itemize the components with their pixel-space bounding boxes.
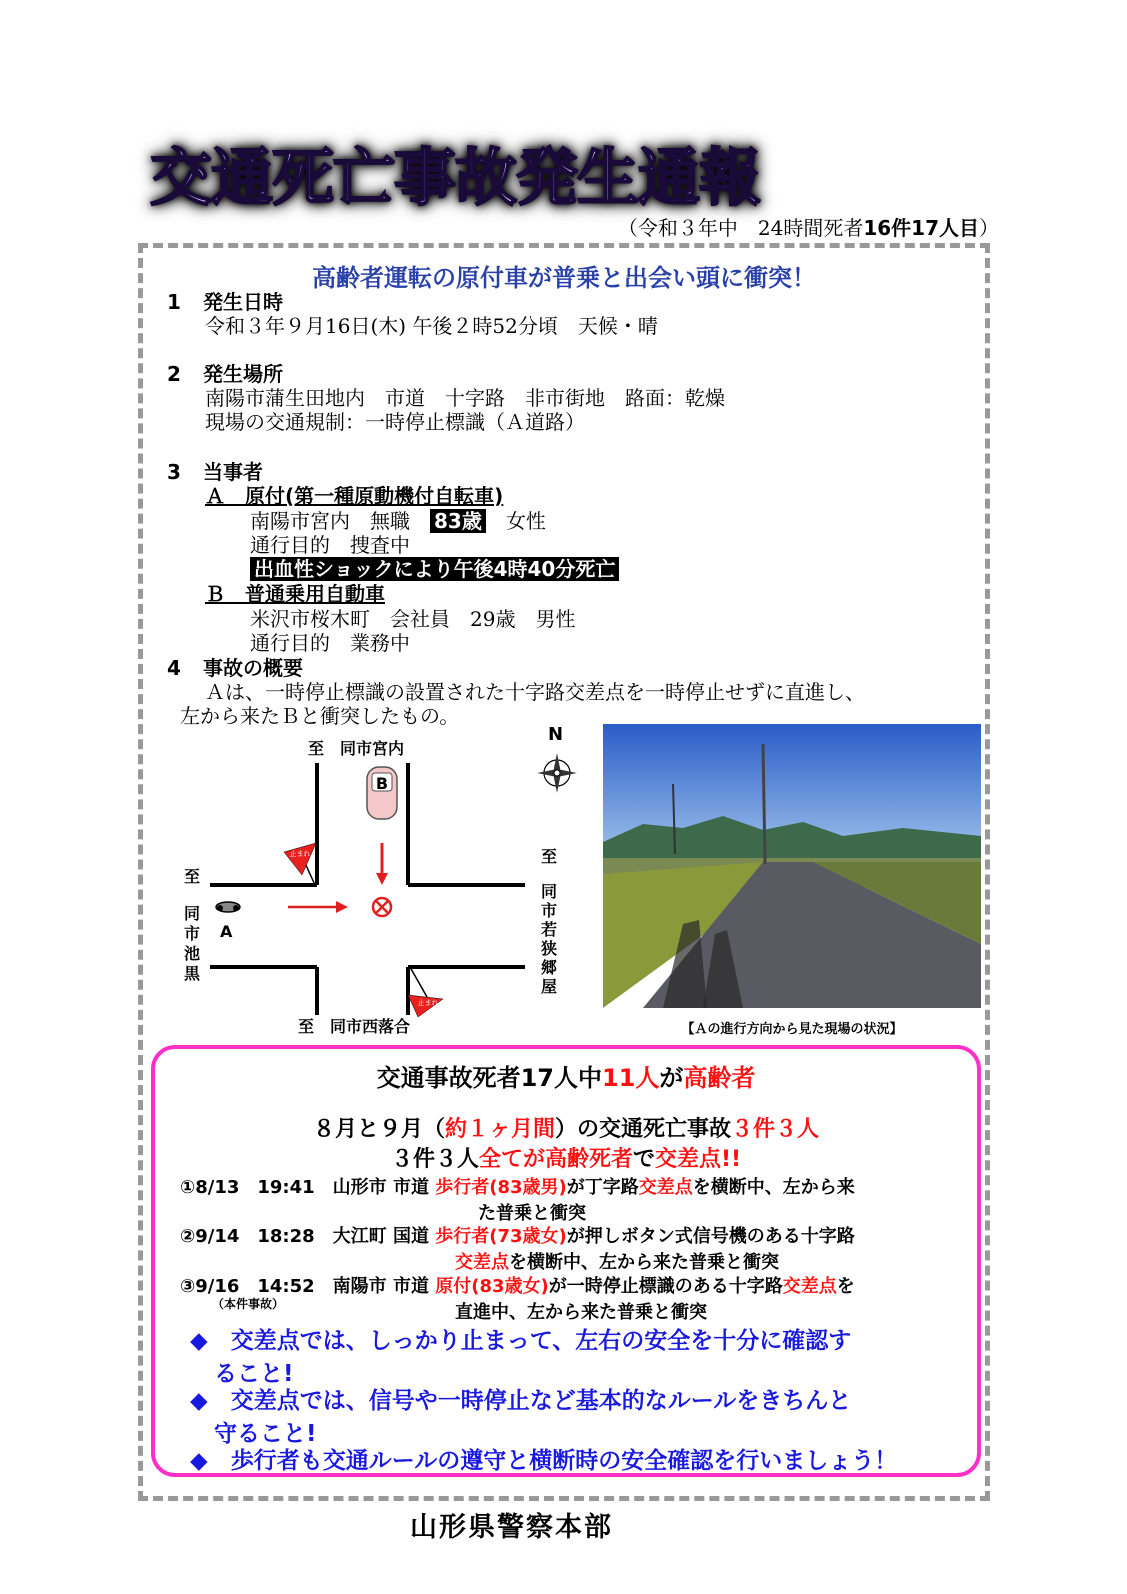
svg-text:止まれ: 止まれ [289, 850, 311, 858]
stop-sign-icon [284, 843, 316, 885]
compass-icon [537, 753, 577, 793]
stop-sign-icon [408, 967, 443, 1017]
this-case-note: （本件事故） [212, 1297, 285, 1311]
compass-north-label: N [548, 724, 564, 745]
warning-box-subtitle-2: ３件３人全てが高齢死者で交差点!! [390, 1147, 742, 1172]
west-destination: 同市池黒 [184, 904, 201, 983]
east-destination: 同市若狭郷屋 [541, 882, 558, 996]
party-a-death: 出血性ショックにより午後4時40分死亡 [250, 553, 619, 582]
case-3: ③9/16 14:52 南陽市 市道 原付(83歳女)が一時停止標識のある十字路交差点を 直進中、左から来た普乗と衝突 [180, 1276, 855, 1323]
summary-line-2: 左から来たＢと衝突したもの。 [180, 704, 460, 728]
section-1-heading: 1 発生日時 [167, 290, 283, 314]
photo-caption: 【Ａの進行方向から見た現場の状況】 [681, 1022, 903, 1037]
case-2: ②9/14 18:28 大江町 国道 歩行者(73歳女)が押しボタン式信号機のある十字路 交差点を横断中、左から来た普乗と衝突 [180, 1226, 855, 1273]
case-1: ①8/13 19:41 山形市 市道 歩行者(83歳男)が丁字路交差点を横断中、左から来 た普乗と衝突 [180, 1177, 855, 1224]
party-b-info: 米沢市桜木町 会社員 29歳 男性 [250, 607, 576, 631]
warning-box-subtitle-1: ８月と９月（約１ヶ月間）の交通死亡事故３件３人 [312, 1117, 820, 1142]
south-destination: 至 同市西落合 [298, 1017, 411, 1036]
issuer-footer: 山形県警察本部 [410, 1512, 613, 1543]
accident-diagram [140, 725, 600, 1035]
party-b-purpose: 通行目的 業務中 [250, 631, 410, 655]
document-title: 交通死亡事故発生通報 [150, 141, 761, 214]
summary-line-1: Ａは、一時停止標識の設置された十字路交差点を一時停止せずに直進し、 [205, 680, 865, 704]
headline: 高齢者運転の原付車が普乗と出会い頭に衝突！ [312, 264, 816, 292]
safety-bullet-3: ◆ 歩行者も交通ルールの遵守と横断時の安全確認を行いましょう！ [190, 1448, 898, 1474]
occurrence-datetime: 令和３年９月16日(木) 午後２時52分頃 天候・晴 [205, 314, 658, 338]
north-destination: 至 同市宮内 [308, 739, 405, 758]
east-to-label: 至 [541, 847, 558, 866]
traffic-regulation-line: 現場の交通規制：一時停止標識（Ａ道路） [205, 410, 585, 434]
section-4-heading: 4 事故の概要 [167, 656, 303, 680]
party-a-age: 83歳 [430, 509, 486, 533]
safety-bullet-1: ◆ 交差点では、しっかり止まって、左右の安全を十分に確認す ること! [190, 1328, 852, 1387]
section-3-heading: 3 当事者 [167, 460, 263, 484]
safety-bullet-2: ◆ 交差点では、信号や一時停止など基本的なルールをきちんと 守ること! [190, 1388, 852, 1447]
collision-icon [373, 898, 391, 916]
section-2-heading: 2 発生場所 [167, 362, 283, 386]
party-a-info: 南陽市宮内 無職 83歳 女性 [250, 509, 546, 533]
party-b-label: Ｂ 普通乗用自動車 [205, 582, 385, 606]
fatality-stats: （令和３年中 24時間死者16件17人目） [617, 216, 999, 240]
party-a-purpose: 通行目的 捜査中 [250, 533, 410, 557]
moped-icon [216, 902, 240, 912]
party-a-label: Ａ 原付(第一種原動機付自転車) [205, 484, 504, 508]
scene-photo [603, 724, 981, 1008]
warning-box-title: 交通事故死者17人中11人が高齢者 [376, 1064, 756, 1092]
vehicle-b-label: B [375, 774, 389, 793]
vehicle-a-label: A [220, 922, 233, 941]
svg-text:止まれ: 止まれ [417, 999, 439, 1007]
west-to-label: 至 [184, 867, 201, 886]
location-line: 南陽市蒲生田地内 市道 十字路 非市街地 路面：乾燥 [205, 386, 725, 410]
